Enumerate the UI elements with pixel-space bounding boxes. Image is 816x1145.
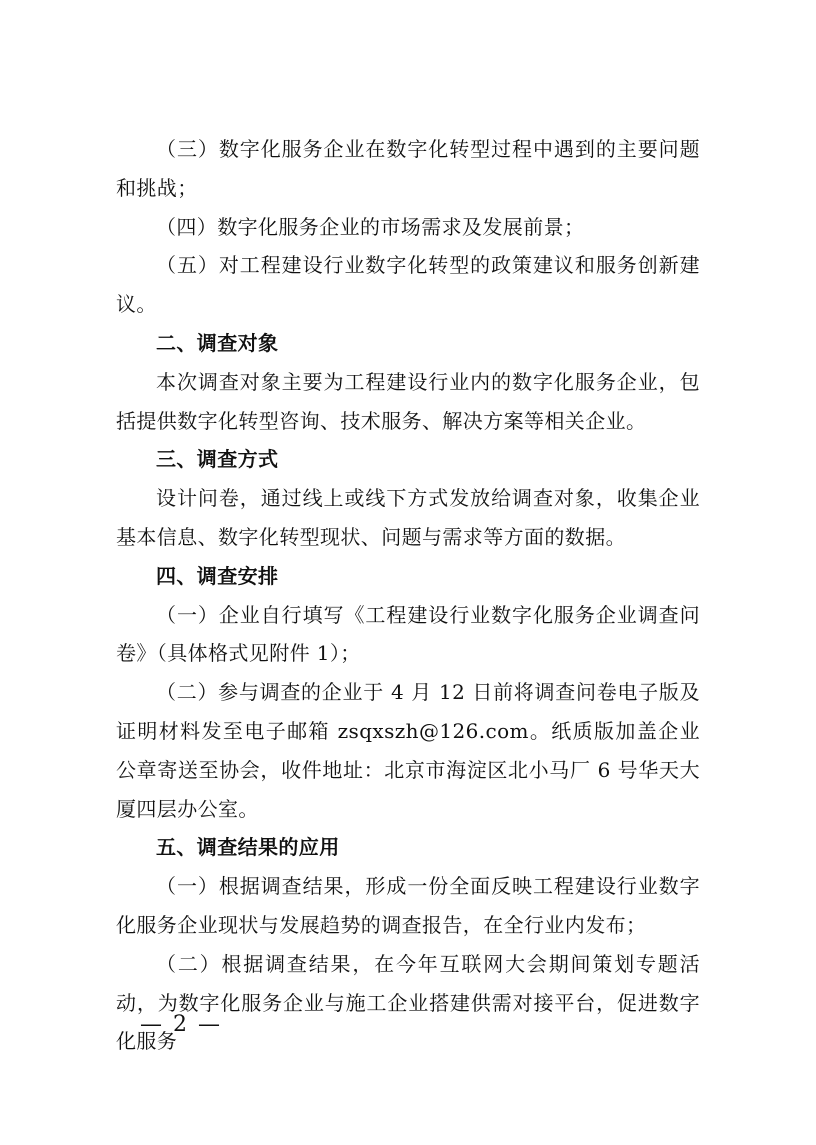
section-heading-survey-target: 二、调查对象	[156, 330, 279, 355]
paragraph-application-1: （一）根据调查结果，形成一份全面反映工程建设行业数字化服务企业现状与发展趋势的调查报告，在全行业内发布；	[116, 874, 700, 937]
paragraph-arrangement-2: （二）参与调查的企业于 4 月 12 日前将调查问卷电子版及证明材料发至电子邮箱 zsqxszh@126.com。纸质版加盖企业公章寄送至协会，收件地址：北京市海淀区北小马厂 6 号华天大厦四层办公室。	[116, 680, 700, 821]
paragraph-item-4: （四）数字化服务企业的市场需求及发展前景；	[156, 214, 585, 239]
paragraph-survey-method: 设计问卷，通过线上或线下方式发放给调查对象，收集企业基本信息、数字化转型现状、问题与需求等方面的数据。	[116, 486, 700, 549]
paragraph-item-5: （五）对工程建设行业数字化转型的政策建议和服务创新建议。	[116, 253, 700, 317]
section-heading-survey-arrangement: 四、调查安排	[156, 563, 279, 588]
document-body	[116, 130, 700, 1061]
page-number: — 2 —	[140, 1012, 222, 1037]
paragraph-survey-target: 本次调查对象主要为工程建设行业内的数字化服务企业，包括提供数字化转型咨询、技术服务、解决方案等相关企业。	[116, 369, 700, 433]
paragraph-application-2: （二）根据调查结果，在今年互联网大会期间策划专题活动，为数字化服务企业与施工企业搭建供需对接平台，促进数字化服务	[116, 951, 700, 1054]
paragraph-item-3: （三）数字化服务企业在数字化转型过程中遇到的主要问题和挑战；	[116, 137, 700, 200]
section-heading-survey-method: 三、调查方式	[156, 447, 279, 472]
paragraph-arrangement-1: （一）企业自行填写《工程建设行业数字化服务企业调查问卷》（具体格式见附件 1）；	[116, 602, 700, 666]
section-heading-result-application: 五、调查结果的应用	[156, 835, 340, 860]
